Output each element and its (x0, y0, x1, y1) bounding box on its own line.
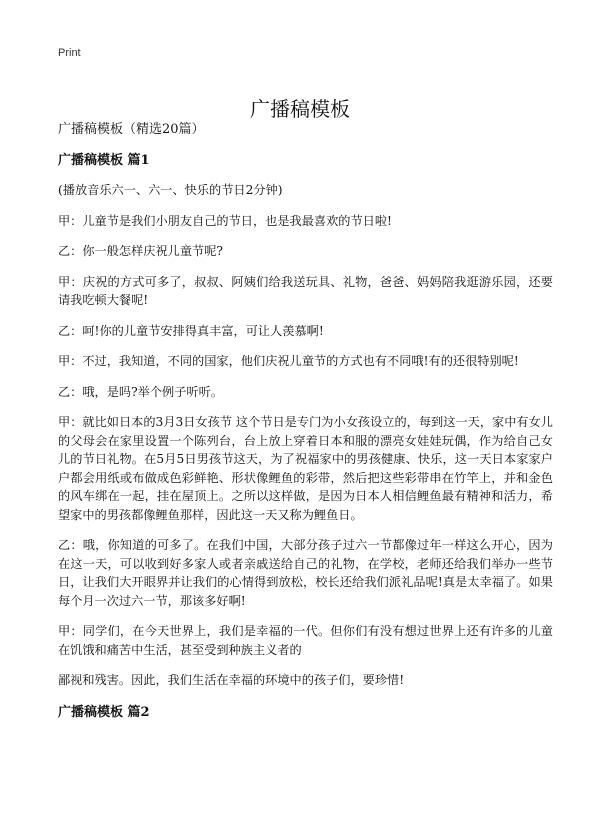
paragraph-continuation: 鄙视和残害。因此，我们生活在幸福的环境中的孩子们，要珍惜! (58, 673, 405, 687)
paragraph-dialogue: 甲：就比如日本的3月3日女孩节 这个节日是专门为小女孩设立的，每到这一天，家中有女儿的父母会在家里设置一个陈列台，台上放上穿着日本和服的漂亮女娃娃玩偶，作为给自己女儿的节日礼物。在5月5日男孩节这天，为了祝福家中的男孩健康、快乐，这一天日本家家户户都会用纸或布做成色彩鲜艳、形状像鲤鱼的彩带，然后把这些彩带串在竹竿上，并和金色的风车绑在一起，挂在屋顶上。之所以这样做，是因为日本人相信鲤鱼最有精神和活力，希望家中的男孩都像鲤鱼那样，因此这一天又称为鲤鱼日。 (58, 415, 553, 522)
paragraph-dialogue: 乙：哦，你知道的可多了。在我们中国，大部分孩子过六一节都像过年一样这么开心，因为在这一天，可以收到好多家人或者亲戚送给自己的礼物，在学校，老师还给我们举办一些节日，让我们大开眼界并让我们的心情得到放松，校长还给我们派礼品呢!真是太幸福了。如果每个月一次过六一节，那该多好啊! (58, 538, 553, 608)
page-title: 广播稿模板 (250, 97, 350, 122)
paragraph-dialogue: 甲：庆祝的方式可多了，叔叔、阿姨们给我送玩具、礼物，爸爸、妈妈陪我逛游乐园，还要请我吃顿大餐呢! (58, 274, 553, 307)
paragraph-dialogue: 乙：哦，是吗?举个例子听听。 (58, 384, 223, 399)
paragraph-dialogue: 甲：同学们，在今天世界上，我们是幸福的一代。但你们有没有想过世界上还有许多的儿童在饥饿和痛苦中生活，甚至受到种族主义者的 (58, 624, 553, 657)
paragraph-dialogue: 甲：儿童节是我们小朋友自己的节日，也是我最喜欢的节日啦! (58, 213, 392, 228)
section-heading-2: 广播稿模板 篇2 (58, 704, 150, 720)
paragraph-dialogue: 乙：呵!你的儿童节安排得真丰富，可让人羡慕啊! (58, 323, 324, 338)
paragraph-dialogue: 甲：不过，我知道，不同的国家，他们庆祝儿童节的方式也有不同哦!有的还很特别呢! (58, 354, 519, 368)
paragraph-dialogue: 乙：你一般怎样庆祝儿童节呢? (58, 244, 223, 258)
paragraph-intro: (播放音乐六一、六一、快乐的节日2分钟) (58, 183, 283, 197)
print-label: Print (58, 47, 81, 59)
document-content (58, 121, 553, 733)
section-heading-1: 广播稿模板 篇1 (58, 153, 150, 168)
document-subtitle: 广播稿模板（精选20篇） (58, 122, 205, 137)
